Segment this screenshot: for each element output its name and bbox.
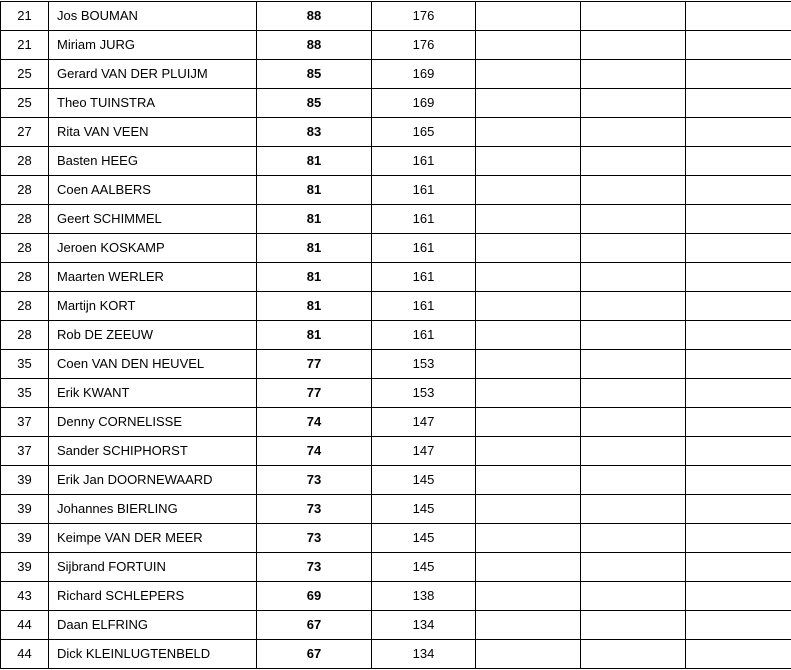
table-row	[1, 176, 791, 205]
empty-cell	[686, 379, 791, 408]
empty-cell	[686, 582, 791, 611]
table-row	[1, 234, 791, 263]
table-row	[1, 31, 791, 60]
name-cell: Maarten WERLER	[49, 263, 257, 292]
empty-cell	[476, 379, 581, 408]
rank-cell: 39	[1, 495, 49, 524]
total-cell: 169	[372, 89, 476, 118]
empty-cell	[581, 2, 686, 31]
total-cell: 161	[372, 292, 476, 321]
empty-cell	[581, 553, 686, 582]
empty-cell	[686, 60, 791, 89]
empty-cell	[581, 466, 686, 495]
empty-cell	[686, 176, 791, 205]
ranking-table	[0, 1, 791, 669]
total-cell: 161	[372, 234, 476, 263]
rank-cell: 37	[1, 437, 49, 466]
empty-cell	[581, 234, 686, 263]
ranking-table-body	[1, 2, 791, 669]
empty-cell	[476, 640, 581, 669]
name-cell: Jos BOUMAN	[49, 2, 257, 31]
total-cell: 161	[372, 147, 476, 176]
rank-cell: 44	[1, 640, 49, 669]
total-cell: 161	[372, 176, 476, 205]
table-row	[1, 60, 791, 89]
total-cell: 147	[372, 437, 476, 466]
name-cell: Dick KLEINLUGTENBELD	[49, 640, 257, 669]
name-cell: Johannes BIERLING	[49, 495, 257, 524]
table-row	[1, 408, 791, 437]
empty-cell	[686, 495, 791, 524]
table-row	[1, 147, 791, 176]
rank-cell: 28	[1, 234, 49, 263]
total-cell: 138	[372, 582, 476, 611]
table-row	[1, 437, 791, 466]
empty-cell	[686, 611, 791, 640]
name-cell: Rob DE ZEEUW	[49, 321, 257, 350]
rank-cell: 35	[1, 379, 49, 408]
empty-cell	[686, 89, 791, 118]
empty-cell	[581, 147, 686, 176]
name-cell: Martijn KORT	[49, 292, 257, 321]
empty-cell	[581, 118, 686, 147]
empty-cell	[476, 176, 581, 205]
empty-cell	[686, 292, 791, 321]
empty-cell	[686, 118, 791, 147]
empty-cell	[581, 321, 686, 350]
empty-cell	[686, 350, 791, 379]
name-cell: Sander SCHIPHORST	[49, 437, 257, 466]
empty-cell	[686, 437, 791, 466]
total-cell: 134	[372, 611, 476, 640]
table-row	[1, 524, 791, 553]
empty-cell	[476, 31, 581, 60]
score-cell: 77	[257, 350, 372, 379]
total-cell: 153	[372, 379, 476, 408]
name-cell: Gerard VAN DER PLUIJM	[49, 60, 257, 89]
score-cell: 85	[257, 60, 372, 89]
empty-cell	[581, 379, 686, 408]
table-row	[1, 292, 791, 321]
score-cell: 73	[257, 524, 372, 553]
total-cell: 169	[372, 60, 476, 89]
empty-cell	[686, 2, 791, 31]
empty-cell	[476, 60, 581, 89]
rank-cell: 27	[1, 118, 49, 147]
score-cell: 74	[257, 408, 372, 437]
empty-cell	[476, 582, 581, 611]
table-row	[1, 640, 791, 669]
rank-cell: 28	[1, 205, 49, 234]
table-row	[1, 582, 791, 611]
empty-cell	[581, 524, 686, 553]
empty-cell	[581, 611, 686, 640]
name-cell: Richard SCHLEPERS	[49, 582, 257, 611]
table-row	[1, 379, 791, 408]
rank-cell: 21	[1, 2, 49, 31]
score-cell: 83	[257, 118, 372, 147]
rank-cell: 39	[1, 553, 49, 582]
empty-cell	[476, 118, 581, 147]
rank-cell: 28	[1, 176, 49, 205]
empty-cell	[476, 89, 581, 118]
table-row	[1, 2, 791, 31]
score-cell: 74	[257, 437, 372, 466]
empty-cell	[581, 263, 686, 292]
score-cell: 67	[257, 640, 372, 669]
total-cell: 145	[372, 495, 476, 524]
empty-cell	[686, 408, 791, 437]
empty-cell	[686, 466, 791, 495]
name-cell: Theo TUINSTRA	[49, 89, 257, 118]
score-cell: 81	[257, 321, 372, 350]
score-cell: 81	[257, 176, 372, 205]
empty-cell	[686, 640, 791, 669]
name-cell: Keimpe VAN DER MEER	[49, 524, 257, 553]
rank-cell: 28	[1, 147, 49, 176]
score-cell: 85	[257, 89, 372, 118]
empty-cell	[581, 640, 686, 669]
table-row	[1, 466, 791, 495]
total-cell: 165	[372, 118, 476, 147]
name-cell: Geert SCHIMMEL	[49, 205, 257, 234]
empty-cell	[476, 234, 581, 263]
name-cell: Rita VAN VEEN	[49, 118, 257, 147]
total-cell: 147	[372, 408, 476, 437]
empty-cell	[476, 147, 581, 176]
empty-cell	[581, 437, 686, 466]
empty-cell	[686, 205, 791, 234]
total-cell: 145	[372, 553, 476, 582]
score-cell: 88	[257, 31, 372, 60]
rank-cell: 25	[1, 89, 49, 118]
total-cell: 176	[372, 2, 476, 31]
score-cell: 81	[257, 234, 372, 263]
name-cell: Erik Jan DOORNEWAARD	[49, 466, 257, 495]
empty-cell	[476, 350, 581, 379]
table-row	[1, 553, 791, 582]
empty-cell	[581, 176, 686, 205]
total-cell: 153	[372, 350, 476, 379]
total-cell: 176	[372, 31, 476, 60]
empty-cell	[476, 292, 581, 321]
rank-cell: 39	[1, 466, 49, 495]
empty-cell	[686, 234, 791, 263]
rank-cell: 21	[1, 31, 49, 60]
empty-cell	[476, 205, 581, 234]
score-cell: 67	[257, 611, 372, 640]
rank-cell: 28	[1, 321, 49, 350]
empty-cell	[476, 437, 581, 466]
total-cell: 145	[372, 466, 476, 495]
name-cell: Erik KWANT	[49, 379, 257, 408]
empty-cell	[581, 582, 686, 611]
score-cell: 81	[257, 292, 372, 321]
rank-cell: 35	[1, 350, 49, 379]
score-cell: 73	[257, 466, 372, 495]
rank-cell: 37	[1, 408, 49, 437]
score-cell: 88	[257, 2, 372, 31]
empty-cell	[686, 31, 791, 60]
empty-cell	[581, 495, 686, 524]
score-cell: 81	[257, 263, 372, 292]
name-cell: Miriam JURG	[49, 31, 257, 60]
name-cell: Denny CORNELISSE	[49, 408, 257, 437]
table-row	[1, 205, 791, 234]
empty-cell	[581, 60, 686, 89]
rank-cell: 44	[1, 611, 49, 640]
rank-cell: 39	[1, 524, 49, 553]
empty-cell	[476, 408, 581, 437]
table-row	[1, 350, 791, 379]
rank-cell: 28	[1, 263, 49, 292]
name-cell: Coen VAN DEN HEUVEL	[49, 350, 257, 379]
empty-cell	[581, 292, 686, 321]
empty-cell	[581, 205, 686, 234]
empty-cell	[581, 408, 686, 437]
empty-cell	[476, 263, 581, 292]
empty-cell	[686, 524, 791, 553]
name-cell: Sijbrand FORTUIN	[49, 553, 257, 582]
name-cell: Daan ELFRING	[49, 611, 257, 640]
rank-cell: 28	[1, 292, 49, 321]
total-cell: 134	[372, 640, 476, 669]
table-row	[1, 495, 791, 524]
table-row	[1, 611, 791, 640]
table-row	[1, 89, 791, 118]
empty-cell	[686, 263, 791, 292]
total-cell: 145	[372, 524, 476, 553]
table-row	[1, 321, 791, 350]
name-cell: Coen AALBERS	[49, 176, 257, 205]
table-row	[1, 118, 791, 147]
rank-cell: 43	[1, 582, 49, 611]
score-cell: 73	[257, 553, 372, 582]
empty-cell	[476, 321, 581, 350]
total-cell: 161	[372, 205, 476, 234]
name-cell: Jeroen KOSKAMP	[49, 234, 257, 263]
rank-cell: 25	[1, 60, 49, 89]
score-cell: 81	[257, 147, 372, 176]
empty-cell	[476, 2, 581, 31]
empty-cell	[686, 321, 791, 350]
empty-cell	[686, 147, 791, 176]
empty-cell	[476, 553, 581, 582]
total-cell: 161	[372, 321, 476, 350]
empty-cell	[686, 553, 791, 582]
name-cell: Basten HEEG	[49, 147, 257, 176]
total-cell: 161	[372, 263, 476, 292]
empty-cell	[476, 524, 581, 553]
empty-cell	[476, 466, 581, 495]
empty-cell	[476, 495, 581, 524]
empty-cell	[581, 31, 686, 60]
table-row	[1, 263, 791, 292]
empty-cell	[476, 611, 581, 640]
score-cell: 73	[257, 495, 372, 524]
score-cell: 81	[257, 205, 372, 234]
empty-cell	[581, 89, 686, 118]
empty-cell	[581, 350, 686, 379]
score-cell: 77	[257, 379, 372, 408]
score-cell: 69	[257, 582, 372, 611]
